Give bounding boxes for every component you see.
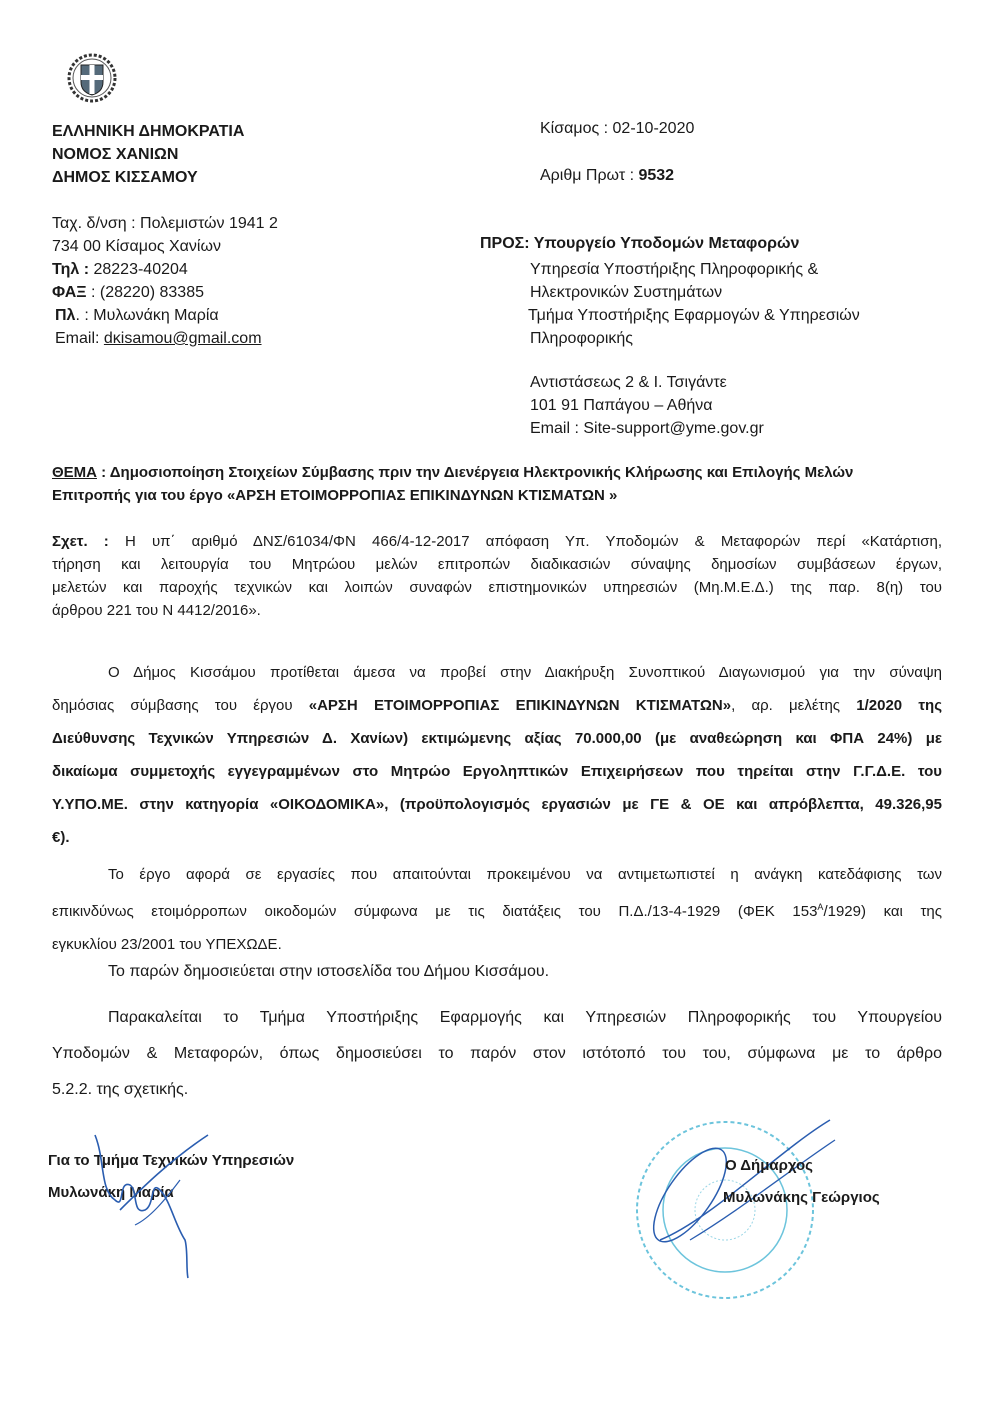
reference-paragraph <box>52 530 942 622</box>
recipient-street: Αντιστάσεως 2 & Ι. Τσιγάντε <box>530 374 727 391</box>
signature-left-title: Για το Τμήμα Τεχνικών Υπηρεσιών <box>48 1152 295 1169</box>
reference-label: Σχετ. : <box>52 533 109 550</box>
protocol-number-row <box>540 167 674 185</box>
body-text-part: , αρ. μελέτης <box>731 697 857 714</box>
sender-block <box>52 212 278 350</box>
superscript: Α <box>817 902 824 912</box>
greek-coat-of-arms-icon <box>66 52 118 104</box>
recipient-departments <box>530 258 860 350</box>
body-text-part: δημόσιας σύμβασης του έργου <box>52 697 309 714</box>
recipient-line: Ηλεκτρονικών Συστημάτων <box>530 284 723 301</box>
body-text-part: /1929) και της <box>823 903 942 920</box>
signature-left-name: Μυλωνάκη Μαρία <box>48 1184 174 1201</box>
signature-right-name: Μυλωνάκης Γεώργιος <box>723 1189 880 1206</box>
protocol-number: 9532 <box>638 167 675 184</box>
sender-email <box>52 327 278 350</box>
body-text: Υ.ΥΠΟ.ΜΕ. στην κατηγορία «ΟΙΚΟΔΟΜΙΚΑ», (προϋπολογισμός εργασιών με ΓΕ & ΟΕ και απρόβλεπτα, 49.326,95 <box>52 796 942 813</box>
body-text: 5.2.2. της σχετικής. <box>52 1081 189 1098</box>
body-paragraph-3: Το παρών δημοσιεύεται στην ιστοσελίδα του Δήμου Κισσάμου. <box>108 963 550 980</box>
body-text-part: επικινδύνως ετοιμόρροπων οικοδομών σύμφωνα με τις διατάξεις του Π.Δ./13-4-1929 (ΦΕΚ 153 <box>52 903 818 920</box>
org-name <box>52 120 244 189</box>
reference-text: Η υπ΄ αριθμό ΔΝΣ/61034/ΦΝ 466/4-12-2017 απόφαση Υπ. Υποδομών & Μεταφορών περί «Κατάρτιση, <box>108 533 943 550</box>
fax-value: : (28220) 83385 <box>86 284 204 301</box>
recipient-to: ΠΡΟΣ: Υπουργείο Υποδομών Μεταφορών <box>480 235 800 252</box>
body-text: €). <box>52 829 70 846</box>
body-text: δικαίωμα συμμετοχής εγγεγραμμένων στο Μητρώο Εργοληπτικών Επιχειρήσεων που τηρείται στην Γ.Γ.Δ.Ε. του <box>52 763 942 780</box>
document-date: Κίσαμος : 02-10-2020 <box>540 120 695 137</box>
sender-postcode: 734 00 Κίσαμος Χανίων <box>52 238 221 255</box>
org-line-municipality: ΔΗΜΟΣ ΚΙΣΣΑΜΟΥ <box>52 169 198 186</box>
body-text: εγκυκλίου 23/2001 του ΥΠΕΧΩΔΕ. <box>52 936 282 953</box>
reference-text: μελετών και παροχής τεχνικών και λοιπών συναφών επιστημονικών υπηρεσιών (Μη.Μ.Ε.Δ.) της παρ. 8(η) του <box>52 579 942 596</box>
sender-address: Ταχ. δ/νση : Πολεμιστών 1941 2 <box>52 215 278 232</box>
sender-fax <box>52 281 278 304</box>
phone-label: Τηλ : <box>52 261 90 278</box>
sender-contact <box>52 304 278 327</box>
org-line-prefecture: ΝΟΜΟΣ ΧΑΝΙΩΝ <box>52 146 179 163</box>
subject-text-cont: Επιτροπής για του έργο «ΑΡΣΗ ΕΤΟΙΜΟΡΡΟΠΙΑΣ ΕΠΙΚΙΝΔΥΝΩΝ ΚΤΙΣΜΑΤΩΝ » <box>52 487 618 504</box>
reference-text: τήρηση και λειτουργία του Μητρώου μελών επιτροπών διαδικασιών σύναψης δημοσίων συμβάσεων έργων, <box>52 556 942 573</box>
recipient-city: 101 91 Παπάγου – Αθήνα <box>530 397 713 414</box>
recipient-line: Πληροφορικής <box>530 330 633 347</box>
recipient-address <box>530 371 764 440</box>
fax-label: ΦΑΞ <box>52 284 87 301</box>
body-text <box>52 891 942 928</box>
body-text: Διεύθυνσης Τεχνικών Υπηρεσιών Δ. Χανίων) εκτιμώμενης αξίας 70.000,00 (με αναθεώρηση και ΦΠΑ 24%) με <box>52 730 942 747</box>
body-paragraph-1 <box>52 656 942 854</box>
handwritten-signature-icon <box>90 1130 220 1280</box>
subject-text: : Δημοσιοποίηση Στοιχείων Σύμβασης πριν την Διενέργεια Ηλεκτρονικής Κλήρωσης και Επιλογής Μελών <box>97 464 854 481</box>
sender-phone <box>52 258 278 281</box>
study-number: 1/2020 της <box>856 697 942 714</box>
phone-value: 28223-40204 <box>89 261 188 278</box>
protocol-label: Αριθμ Πρωτ : <box>540 167 639 184</box>
recipient-line: Υπηρεσία Υποστήριξης Πληροφορικής & <box>530 261 819 278</box>
recipient-email: Email : Site-support@yme.gov.gr <box>530 420 764 437</box>
body-text <box>52 689 942 722</box>
body-paragraph-2 <box>52 858 942 961</box>
body-text: Ο Δήμος Κισσάμου προτίθεται άμεσα να προβεί στην Διακήρυξη Συνοπτικού Διαγωνισμού για την σύναψη <box>108 664 942 681</box>
recipient-line: Τμήμα Υποστήριξης Εφαρμογών & Υπηρεσιών <box>528 307 860 324</box>
project-title: «ΑΡΣΗ ΕΤΟΙΜΟΡΡΟΠΙΑΣ ΕΠΙΚΙΝΔΥΝΩΝ ΚΤΙΣΜΑΤΩΝ» <box>308 697 732 714</box>
contact-value: . : Μυλωνάκη Μαρία <box>75 307 219 324</box>
reference-text: άρθρου 221 του Ν 4412/2016». <box>52 602 261 619</box>
body-text: Παρακαλείται το Τμήμα Υποστήριξης Εφαρμογής και Υπηρεσιών Πληροφορικής του Υπουργείου <box>108 1009 942 1026</box>
signature-right <box>723 1150 880 1214</box>
body-text: Υποδομών & Μεταφορών, όπως δημοσιεύσει το παρόν στον ιστότοπό του του, σύμφωνα με το άρθρο <box>52 1045 942 1062</box>
body-text: Το έργο αφορά σε εργασίες που απαιτούνται προκειμένου να αντιμετωπιστεί η ανάγκη κατεδάφισης των <box>108 866 942 883</box>
contact-label: Πλ <box>55 307 76 324</box>
subject <box>52 461 853 507</box>
email-link[interactable]: dκisamou@gmail.com <box>103 330 262 347</box>
signature-right-title: Ο Δήμαρχος <box>725 1157 813 1174</box>
org-line-country: ΕΛΛΗΝΙΚΗ ΔΗΜΟΚΡΑΤΙΑ <box>52 123 245 140</box>
email-label: Email: <box>55 330 104 347</box>
body-paragraph-4 <box>52 1000 942 1108</box>
subject-label: ΘΕΜΑ <box>52 464 97 481</box>
